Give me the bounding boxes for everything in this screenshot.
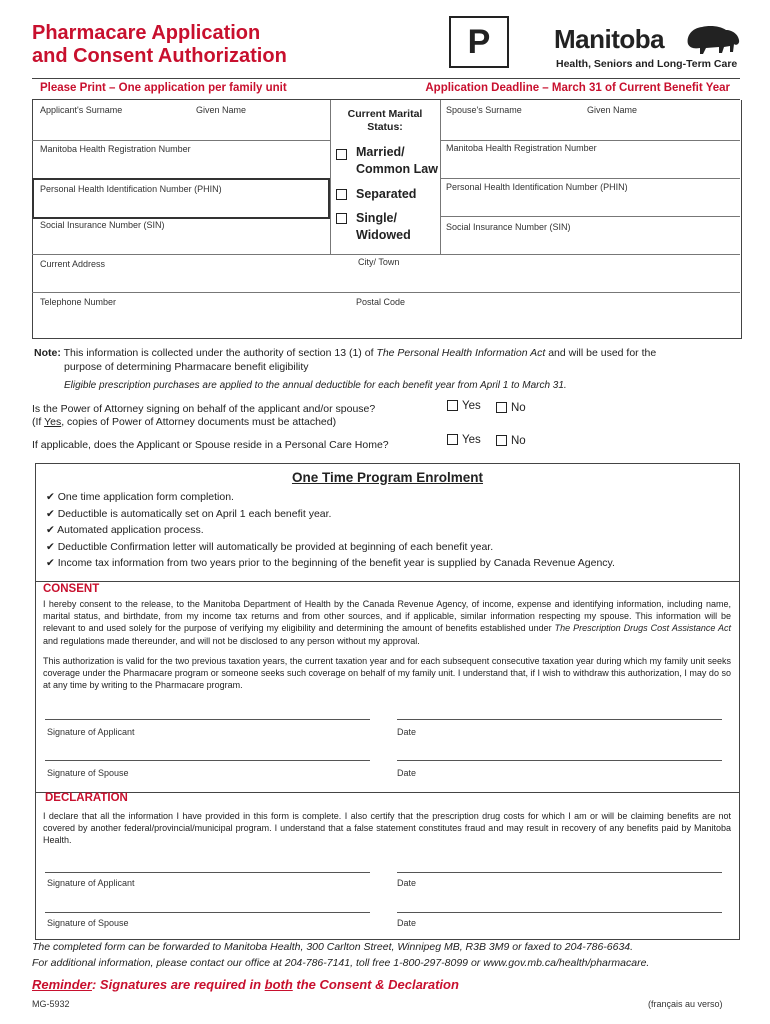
declaration-text: I declare that all the information I have provided in this form is complete. I also certify that the prescription drug costs for which I am or will be claiming benefits are not covered by another federal/provincial/municipal program. I understand that a false statement constitutes fraud and may result in recovery of any benefits paid by Manitoba Health. (43, 811, 731, 846)
pch-no-label: No (511, 435, 526, 447)
married-option[interactable] (336, 146, 351, 164)
declaration-section (35, 792, 740, 940)
pch-no-option[interactable] (496, 435, 526, 447)
enrolment-item: ✔ Deductible Confirmation letter will automatically be provided at beginning of each benefit year. (46, 539, 615, 556)
applicant-date-line[interactable] (397, 719, 722, 720)
separated-checkbox[interactable] (336, 189, 347, 200)
note-line-2: purpose of determining Pharmacare benefit eligibility (64, 361, 309, 373)
separated-option[interactable] (336, 186, 351, 204)
single-label: Single/ Widowed (356, 211, 411, 242)
footer-line-2: For additional information, please contact our office at 204-786-7141, toll free 1-800-297-8099 or www.gov.mb.ca/health/pharmacare. (32, 957, 650, 969)
poa-note-b: , copies of Power of Attorney documents must be attached) (61, 416, 337, 428)
poa-no-checkbox[interactable] (496, 402, 507, 413)
manitoba-logo (552, 22, 742, 72)
telephone-label: Telephone Number (40, 297, 117, 307)
poa-yes-label: Yes (462, 400, 481, 412)
decl-spouse-date-line[interactable] (397, 912, 722, 913)
married-checkbox[interactable] (336, 149, 347, 160)
consent-paragraph-1 (43, 598, 731, 647)
enrolment-list (46, 489, 615, 572)
pch-yes-option[interactable] (447, 434, 481, 446)
phin-label: Personal Health Identification Number (PHIN) (40, 184, 222, 194)
sig-spouse-label: Signature of Spouse (47, 768, 129, 778)
marital-status-heading: Current Marital Status: (347, 108, 423, 133)
logo-subtitle: Health, Seniors and Long-Term Care (556, 58, 738, 70)
spouse-given-label: Given Name (587, 105, 638, 115)
consent-section (35, 580, 740, 793)
spouse-surname-label: Spouse's Surname (446, 105, 522, 115)
poa-no-option[interactable] (496, 402, 526, 414)
enrolment-item: ✔ Deductible is automatically set on April 1 each benefit year. (46, 506, 615, 523)
reminder-text-end: the Consent & Declaration (292, 977, 459, 992)
logo-word: Manitoba (554, 24, 665, 54)
french-note: (français au verso) (648, 999, 723, 1009)
decl-sig-spouse-label: Signature of Spouse (47, 918, 129, 928)
date-label: Date (397, 768, 417, 778)
divider (32, 254, 740, 255)
divider (440, 216, 740, 217)
divider (32, 292, 740, 293)
note-act: The Personal Health Information Act (376, 347, 546, 359)
poa-yes-option[interactable] (447, 400, 481, 412)
decl-sig-applicant-label: Signature of Applicant (47, 878, 135, 888)
address-label: Current Address (40, 259, 106, 269)
spouse-mhrn-label: Manitoba Health Registration Number (446, 143, 597, 153)
consent-heading: CONSENT (43, 583, 100, 595)
date-label: Date (397, 727, 417, 737)
reminder-both: both (264, 977, 293, 992)
pch-question: If applicable, does the Applicant or Spouse reside in a Personal Care Home? (32, 439, 389, 451)
consent-p1a: I hereby consent to the release, to the Manitoba Department of Health by the Canada Revenue Agency, of income, expense and identifying information, including name, marital status, and birthdate, from my income tax returns and from other sources, and if applicable, similar information respecting my spouse. This information will be relevant to and used solely for the purpose of verifying my eligibility and determining the amount of benefits established under (43, 599, 731, 634)
enrolment-heading: One Time Program Enrolment (291, 470, 484, 485)
note-label: Note: (34, 347, 61, 359)
title-line-1: Pharmacare Application (32, 22, 261, 44)
given-name-label: Given Name (196, 105, 247, 115)
poa-note-a: (If (32, 416, 45, 428)
divider (440, 178, 740, 179)
note-text-2: and will be used for the (545, 347, 657, 359)
form-title (32, 22, 332, 68)
spouse-phin-label: Personal Health Identification Number (PHIN) (446, 182, 628, 192)
decl-applicant-signature-line[interactable] (45, 872, 370, 873)
reminder (32, 977, 459, 992)
note-paragraph (34, 346, 734, 360)
pch-yes-checkbox[interactable] (447, 434, 458, 445)
enrolment-item: ✔ Income tax information from two years prior to the beginning of the benefit year is supplied by Canada Revenue Agency. (46, 555, 615, 572)
spouse-signature-line[interactable] (45, 760, 370, 761)
form-number: MG-5932 (32, 999, 70, 1009)
consent-p1b: and regulations made thereunder, and will not be disclosed to any person without my approval. (43, 635, 420, 646)
decl-applicant-date-line[interactable] (397, 872, 722, 873)
poa-yes-checkbox[interactable] (447, 400, 458, 411)
single-checkbox[interactable] (336, 213, 347, 224)
decl-date-label: Date (397, 878, 417, 888)
decl-spouse-signature-line[interactable] (45, 912, 370, 913)
eligible-note: Eligible prescription purchases are applied to the annual deductible for each benefit year from April 1 to March 31. (64, 380, 567, 391)
poa-note-yes: Yes (44, 416, 62, 428)
deadline-text: Application Deadline – March 31 of Current Benefit Year (425, 82, 730, 94)
p-box: P (449, 16, 509, 68)
poa-no-label: No (511, 402, 526, 414)
mhrn-label: Manitoba Health Registration Number (40, 144, 191, 154)
pch-no-checkbox[interactable] (496, 435, 507, 446)
consent-act: The Prescription Drugs Cost Assistance Act (554, 623, 731, 634)
spouse-sin-label: Social Insurance Number (SIN) (446, 222, 571, 232)
note-text-1: This information is collected under the authority of section 13 (1) of (60, 347, 377, 359)
applicant-signature-line[interactable] (45, 719, 370, 720)
decl-date-label: Date (397, 918, 417, 928)
sig-applicant-label: Signature of Applicant (47, 727, 135, 737)
footer-line-1: The completed form can be forwarded to Manitoba Health, 300 Carlton Street, Winnipeg MB, R3B 3M9 or faxed to 204-786-6634. (32, 941, 634, 953)
print-instruction: Please Print – One application per family unit (40, 82, 287, 94)
postal-label: Postal Code (356, 297, 406, 307)
pch-yes-label: Yes (462, 434, 481, 446)
instruction-bar (32, 78, 740, 100)
divider (440, 140, 740, 141)
declaration-heading: DECLARATION (45, 792, 128, 804)
reminder-text: : Signatures are required in (91, 977, 265, 992)
city-label: City/ Town (358, 257, 400, 267)
enrolment-item: ✔ Automated application process. (46, 522, 615, 539)
poa-question: Is the Power of Attorney signing on behalf of the applicant and/or spouse? (32, 403, 376, 415)
married-label: Married/ Common Law (356, 145, 438, 176)
sin-label: Social Insurance Number (SIN) (40, 220, 165, 230)
single-option[interactable] (336, 210, 351, 228)
enrolment-item: ✔ One time application form completion. (46, 489, 615, 506)
applicant-surname-label: Applicant's Surname (40, 105, 123, 115)
poa-note (32, 415, 336, 429)
spouse-date-line[interactable] (397, 760, 722, 761)
reminder-label: Reminder (32, 977, 92, 992)
divider (32, 140, 330, 141)
consent-paragraph-2: This authorization is valid for the two previous taxation years, the current taxation year and for each subsequent consecutive taxation year during which my family unit seeks coverage under the Pharmacare program or someone seeks such coverage on behalf of my family unit. I understand that, if I wish to withdraw this authorization, I may do so at any time by writing to the Pharmacare program. (43, 656, 731, 691)
title-line-2: and Consent Authorization (32, 45, 287, 67)
separated-label: Separated (356, 187, 417, 201)
bison-icon (684, 22, 742, 56)
enrolment-box (35, 463, 740, 582)
